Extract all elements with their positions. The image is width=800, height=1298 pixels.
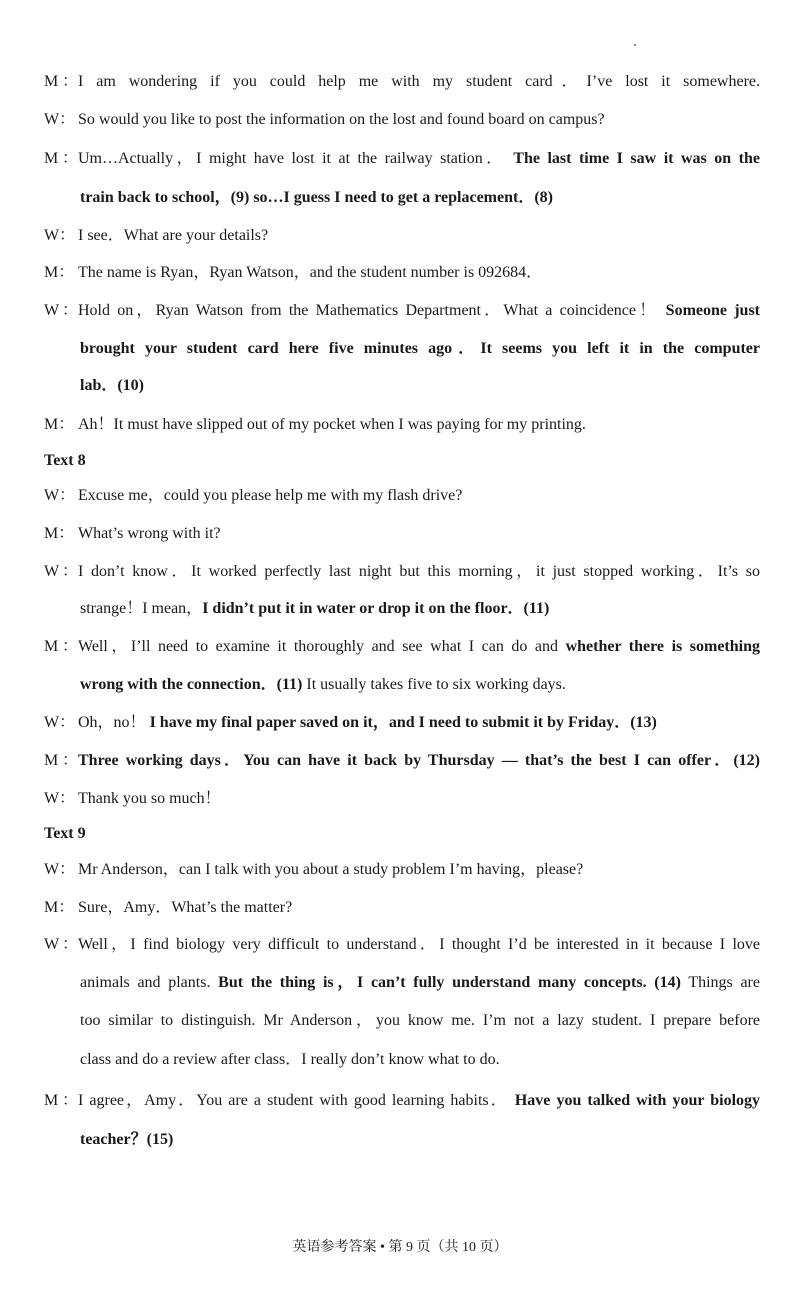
dialogue-text: class and do a review after class．I really don’t know what to do. bbox=[80, 1051, 500, 1068]
answer-key-text: whether there is something bbox=[565, 638, 760, 655]
dialogue-line bbox=[44, 524, 760, 544]
dialogue-line-continued bbox=[80, 1130, 760, 1150]
dialogue-text: I agree，Amy．You are a student with good learning habits． bbox=[78, 1092, 509, 1109]
speaker-label: W： bbox=[44, 227, 76, 244]
dialogue-line bbox=[44, 789, 760, 809]
answer-key-text: Have you talked with your biology bbox=[514, 1092, 761, 1109]
speaker-label: W： bbox=[44, 487, 76, 504]
section-heading-text-9: Text 9 bbox=[44, 825, 86, 842]
dialogue-text: Um…Actually，I might have lost it at the railway station． bbox=[78, 150, 506, 167]
speaker-label: W： bbox=[44, 111, 76, 128]
dialogue-text: I don’t know．It worked perfectly last night but this morning，it just stopped working．It’s so bbox=[78, 563, 760, 580]
speaker-label: M： bbox=[44, 150, 78, 167]
dialogue-text: I am wondering if you could help me with my student card．I’ve lost it somewhere. bbox=[78, 73, 760, 90]
speaker-label: W： bbox=[44, 936, 78, 953]
page-footer: 英语参考答案 • 第 9 页（共 10 页） bbox=[292, 1240, 508, 1255]
dialogue-line bbox=[44, 860, 760, 880]
section-heading-text-8: Text 8 bbox=[44, 452, 86, 469]
dialogue-text: It usually takes five to six working days. bbox=[306, 676, 566, 693]
speaker-label: M： bbox=[44, 899, 75, 916]
speaker-label: M： bbox=[44, 638, 78, 655]
dialogue-text: Mr Anderson，can I talk with you about a study problem I’m having，please? bbox=[78, 861, 584, 878]
speaker-label: M： bbox=[44, 264, 75, 281]
dialogue-line bbox=[44, 110, 760, 130]
speaker-label: W： bbox=[44, 302, 78, 319]
dialogue-text: I see．What are your details? bbox=[78, 227, 269, 244]
answer-key-text: I didn’t put it in water or drop it on the floor．(11) bbox=[202, 600, 550, 617]
dialogue-line-continued bbox=[80, 599, 760, 619]
dialogue-text: The name is Ryan，Ryan Watson，and the student number is 092684． bbox=[78, 264, 543, 281]
dialogue-line bbox=[44, 486, 760, 506]
dialogue-text: Hold on，Ryan Watson from the Mathematics Department．What a coincidence！ bbox=[78, 302, 659, 319]
dialogue-line-continued bbox=[80, 675, 760, 695]
dialogue-line bbox=[44, 1091, 760, 1111]
speaker-label: W： bbox=[44, 861, 76, 878]
dialogue-text: Thank you so much！ bbox=[78, 790, 221, 807]
scan-speck bbox=[634, 44, 636, 46]
dialogue-line bbox=[44, 713, 760, 733]
answer-key-text: I have my final paper saved on it，and I need to submit it by Friday．(13) bbox=[149, 714, 657, 731]
dialogue-text: animals and plants. bbox=[80, 974, 211, 991]
dialogue-line-continued bbox=[80, 339, 760, 359]
speaker-label: W： bbox=[44, 714, 76, 731]
dialogue-line bbox=[44, 226, 760, 246]
dialogue-text: too similar to distinguish. Mr Anderson，you know me. I’m not a lazy student. I prepare before bbox=[80, 1012, 760, 1029]
answer-key-text: wrong with the connection．(11) bbox=[80, 676, 303, 693]
dialogue-text: So would you like to post the information on the lost and found board on campus? bbox=[78, 111, 605, 128]
answer-key-text: The last time I saw it was on the bbox=[513, 150, 760, 167]
dialogue-text: Things are bbox=[688, 974, 760, 991]
dialogue-text: Well，I find biology very difficult to understand．I thought I’d be interested in it because I love bbox=[78, 936, 760, 953]
dialogue-text: What’s wrong with it? bbox=[78, 525, 221, 542]
answer-key-text: Three working days．You can have it back by Thursday — that’s the best I can offer．(12) bbox=[78, 752, 761, 769]
dialogue-line bbox=[44, 637, 760, 657]
speaker-label: W： bbox=[44, 790, 76, 807]
dialogue-text: Sure，Amy．What’s the matter? bbox=[78, 899, 293, 916]
dialogue-line-continued bbox=[80, 1050, 760, 1070]
answer-key-text: teacher？(15) bbox=[80, 1131, 174, 1148]
dialogue-line bbox=[44, 415, 760, 435]
dialogue-line bbox=[44, 149, 760, 169]
speaker-label: M： bbox=[44, 1092, 78, 1109]
dialogue-line bbox=[44, 935, 760, 955]
answer-key-text: brought your student card here five minutes ago．It seems you left it in the computer bbox=[80, 340, 760, 357]
answer-key-text: Someone just bbox=[665, 302, 760, 319]
dialogue-text: Well，I’ll need to examine it thoroughly and see what I can do and bbox=[78, 638, 559, 655]
dialogue-line-continued bbox=[80, 1011, 760, 1031]
speaker-label: M： bbox=[44, 416, 75, 433]
answer-key-text: lab．(10) bbox=[80, 377, 145, 394]
dialogue-line-continued bbox=[80, 376, 760, 396]
dialogue-line bbox=[44, 72, 760, 92]
speaker-label: M： bbox=[44, 752, 78, 769]
answer-key-text: train back to school，(9) so…I guess I need to get a replacement．(8) bbox=[80, 189, 553, 206]
dialogue-line-continued bbox=[80, 188, 760, 208]
dialogue-line-continued bbox=[80, 973, 760, 993]
speaker-label: M： bbox=[44, 73, 78, 90]
dialogue-line bbox=[44, 301, 760, 321]
dialogue-text: Oh，no！ bbox=[78, 714, 146, 731]
dialogue-line bbox=[44, 751, 760, 771]
answer-key-text: But the thing is，I can’t fully understand many concepts. (14) bbox=[218, 974, 681, 991]
dialogue-line bbox=[44, 263, 760, 283]
speaker-label: W： bbox=[44, 563, 78, 580]
dialogue-line bbox=[44, 562, 760, 582]
dialogue-line bbox=[44, 898, 760, 918]
dialogue-text: strange！I mean， bbox=[80, 600, 203, 617]
dialogue-text: Ah！It must have slipped out of my pocket when I was paying for my printing. bbox=[78, 416, 586, 433]
dialogue-text: Excuse me，could you please help me with my flash drive? bbox=[78, 487, 463, 504]
speaker-label: M： bbox=[44, 525, 75, 542]
